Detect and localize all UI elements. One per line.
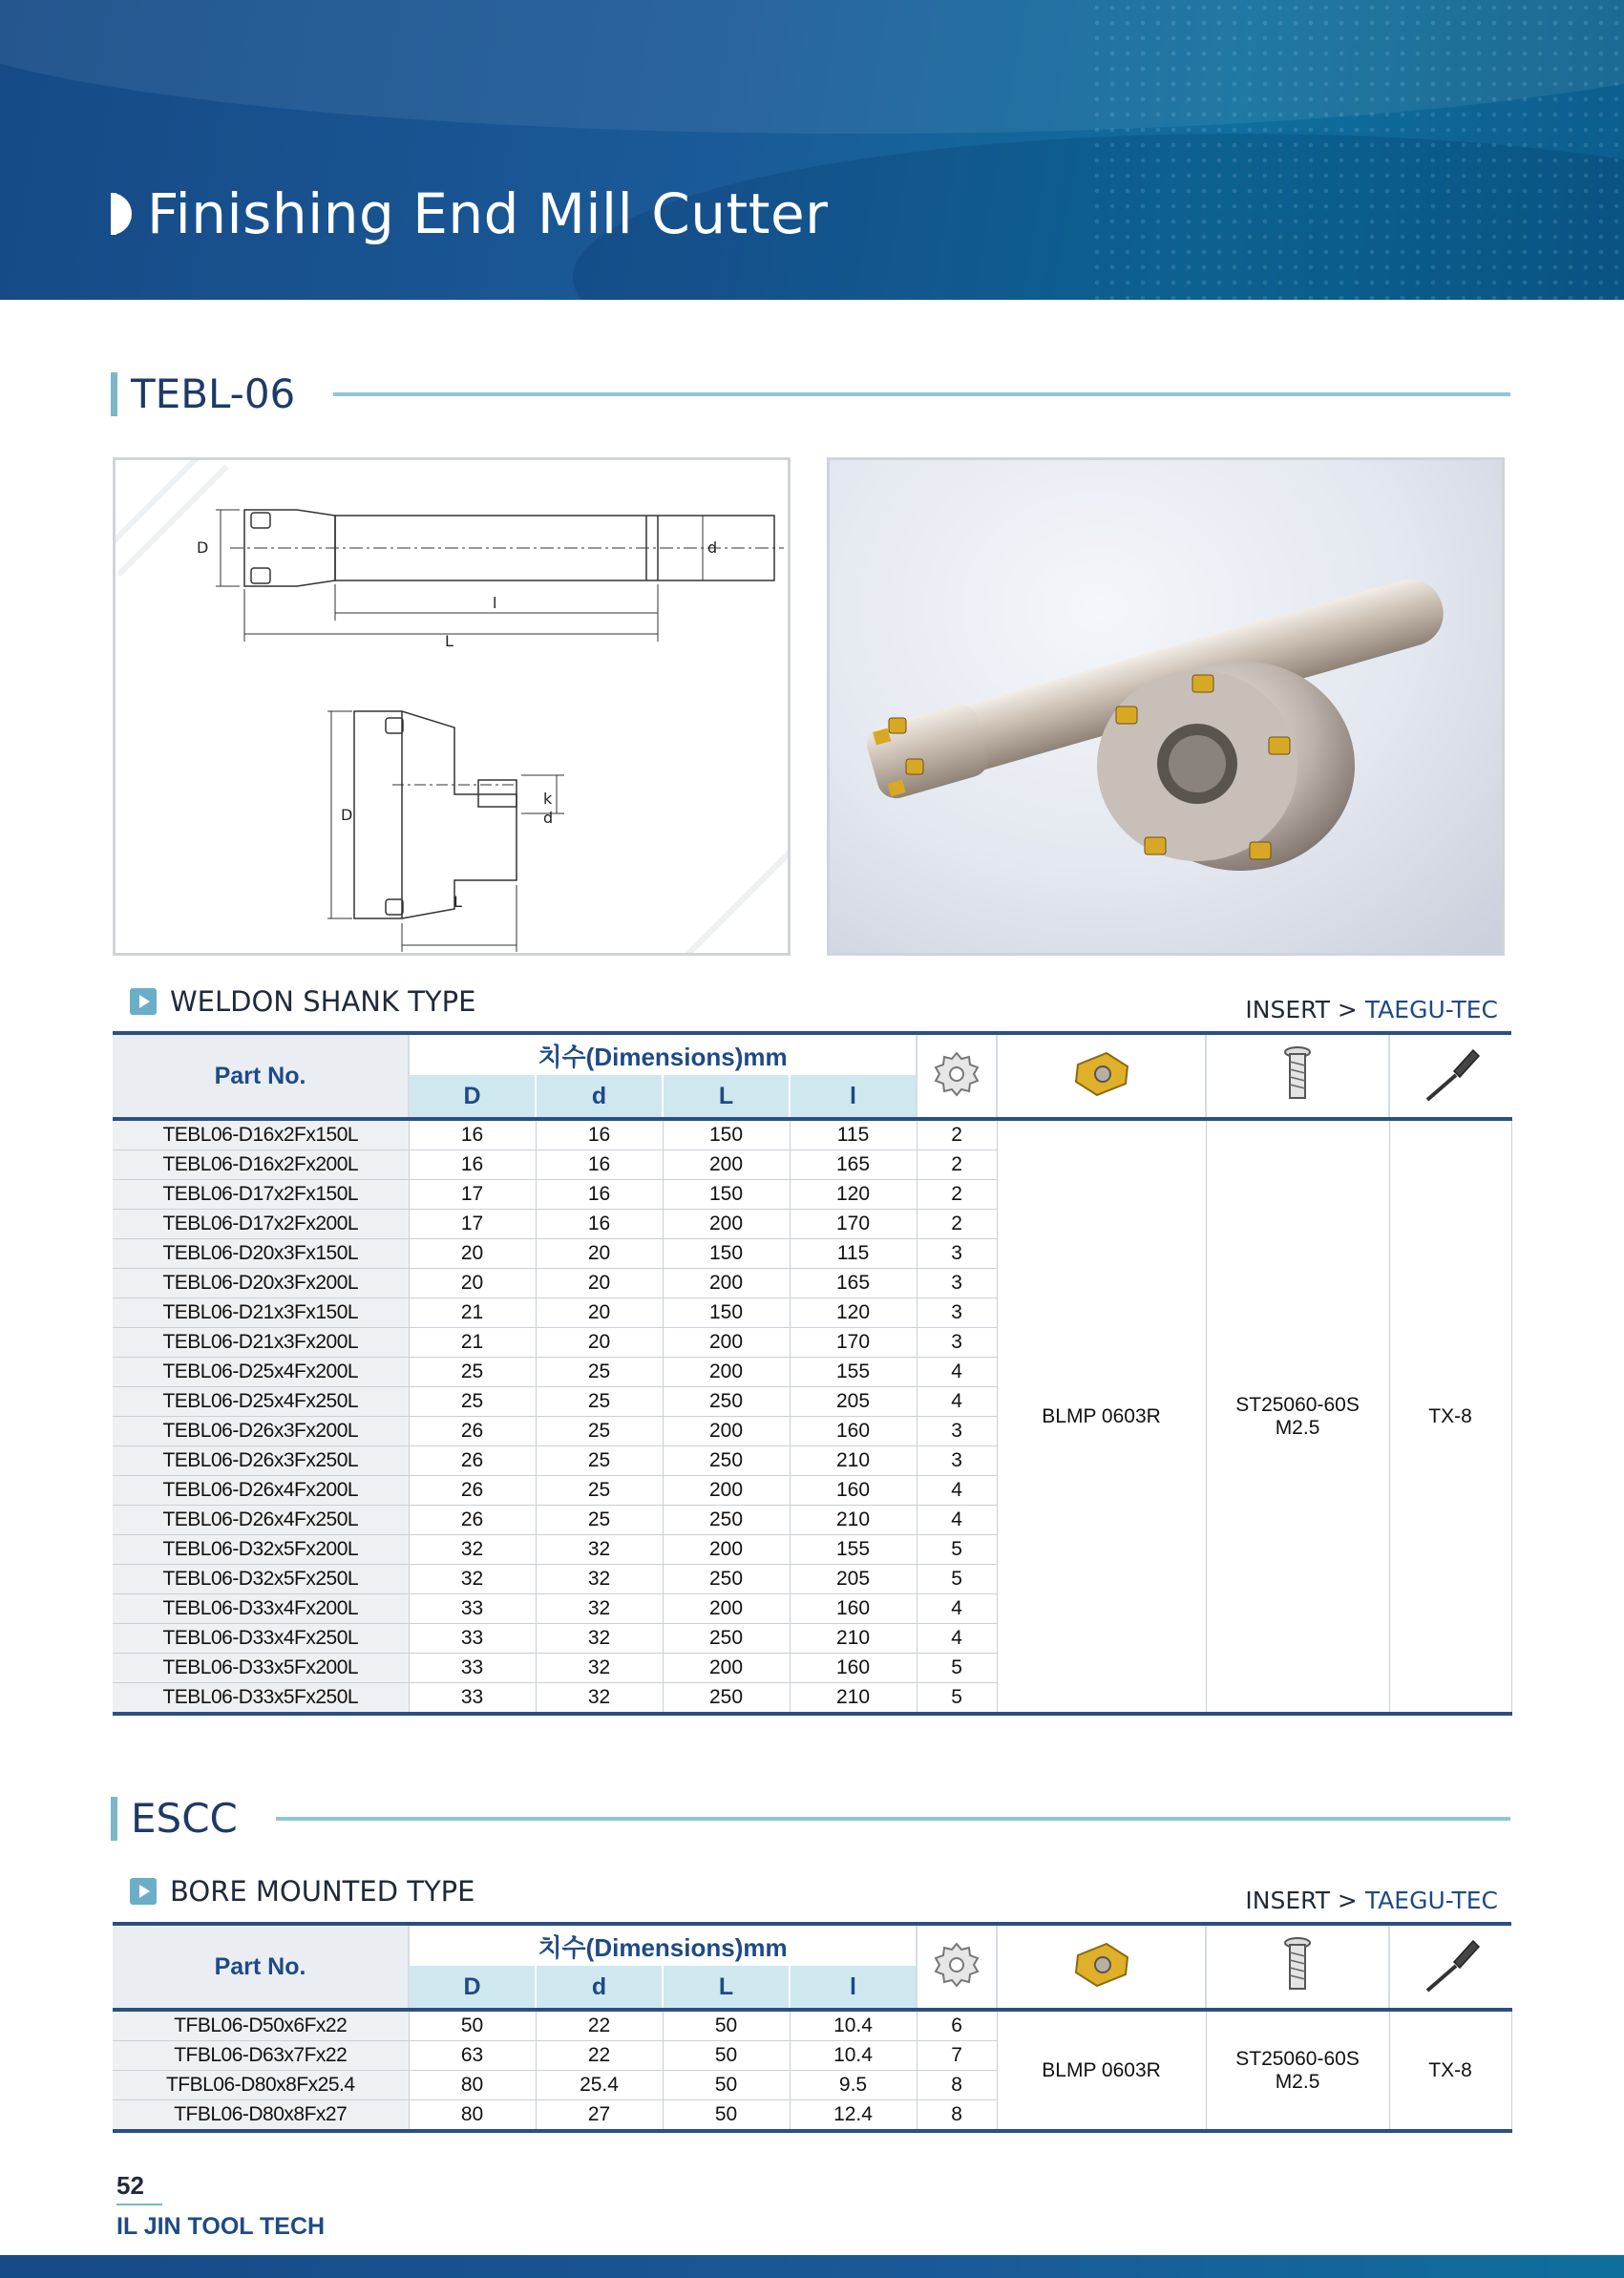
dimension-cell: 210 — [790, 1683, 917, 1715]
flute-count-cell: 5 — [917, 1535, 997, 1565]
part-number-cell: TEBL06-D33x5Fx250L — [113, 1683, 409, 1715]
flute-count-cell: 4 — [917, 1624, 997, 1654]
part-number-cell: TEBL06-D16x2Fx200L — [113, 1150, 409, 1180]
dimension-cell: 33 — [409, 1654, 536, 1683]
header-dot-pattern — [1089, 0, 1624, 300]
section-bar — [111, 1797, 117, 1841]
section-rule — [333, 392, 1510, 396]
part-number-cell: TEBL06-D26x4Fx250L — [113, 1506, 409, 1535]
dimension-cell: 16 — [536, 1210, 663, 1239]
dimension-cell: 50 — [663, 2100, 790, 2132]
dimension-cell: 17 — [409, 1210, 536, 1239]
wrench-header — [1389, 1033, 1511, 1119]
dim-label-L: L — [445, 632, 453, 650]
insert-reference — [1245, 996, 1498, 1023]
dimensions-header: 치수(Dimensions)mm — [409, 1033, 917, 1075]
dimension-cell: 50 — [663, 2041, 790, 2071]
flute-count-cell: 5 — [917, 1683, 997, 1715]
wrench-header — [1389, 1924, 1511, 2010]
dim-label-k: k — [543, 790, 553, 808]
flute-count-cell: 8 — [917, 2071, 997, 2100]
dimension-cell: 26 — [409, 1446, 536, 1476]
screw-header — [1206, 1033, 1389, 1119]
dimension-cell: 32 — [409, 1535, 536, 1565]
dim-col-d: d — [536, 1966, 663, 2010]
flute-count-cell: 3 — [917, 1239, 997, 1269]
flute-count-cell: 4 — [917, 1358, 997, 1387]
wrench-model-cell — [1389, 1119, 1511, 1714]
wrench-model-cell — [1389, 2010, 1511, 2131]
dimension-cell: 150 — [663, 1119, 790, 1150]
footer-rule — [116, 2204, 162, 2205]
flute-count-cell: 4 — [917, 1506, 997, 1535]
dimension-cell: 33 — [409, 1683, 536, 1715]
dimension-cell: 32 — [409, 1565, 536, 1594]
part-number-cell: TEBL06-D33x4Fx250L — [113, 1624, 409, 1654]
dimension-cell: 20 — [536, 1328, 663, 1358]
dim-col-d: d — [536, 1075, 663, 1119]
bore-table-body — [113, 2010, 1511, 2131]
dimension-cell: 200 — [663, 1328, 790, 1358]
subsection-title: BORE MOUNTED TYPE — [170, 1875, 475, 1908]
part-number-cell: TEBL06-D25x4Fx200L — [113, 1358, 409, 1387]
insert-ref-brand: TAEGU-TEC — [1364, 996, 1498, 1023]
dimension-cell: 16 — [536, 1180, 663, 1210]
technical-drawing-panel — [113, 457, 791, 956]
part-number-cell: TFBL06-D80x8Fx25.4 — [113, 2071, 409, 2100]
dimension-cell: 210 — [790, 1506, 917, 1535]
dimension-cell: 250 — [663, 1624, 790, 1654]
dim-col-L: L — [663, 1966, 790, 2010]
dimensions-header: 치수(Dimensions)mm — [409, 1924, 917, 1966]
part-number-cell: TFBL06-D80x8Fx27 — [113, 2100, 409, 2132]
flute-count-cell: 7 — [917, 2041, 997, 2071]
page-title — [111, 181, 828, 246]
product-photo-illustration — [830, 460, 1502, 953]
bottom-band — [0, 2255, 1624, 2278]
flute-count-cell: 4 — [917, 1594, 997, 1624]
section-title: ESCC — [131, 1795, 238, 1842]
flute-gear-icon — [930, 1938, 983, 1992]
flute-gear-icon — [930, 1047, 983, 1101]
dimension-cell: 200 — [663, 1150, 790, 1180]
dimension-cell: 80 — [409, 2071, 536, 2100]
dimension-cell: 150 — [663, 1180, 790, 1210]
dim-col-D: D — [409, 1075, 536, 1119]
screw-model-cell-line: ST25060-60S — [1235, 2047, 1360, 2070]
dimension-cell: 20 — [409, 1239, 536, 1269]
part-number-cell: TEBL06-D21x3Fx200L — [113, 1328, 409, 1358]
part-number-cell: TEBL06-D16x2Fx150L — [113, 1119, 409, 1150]
dimension-cell: 250 — [663, 1387, 790, 1417]
dimension-cell: 200 — [663, 1417, 790, 1446]
dimension-cell: 200 — [663, 1535, 790, 1565]
insert-icon — [1068, 1938, 1135, 1992]
dimension-cell: 165 — [790, 1269, 917, 1298]
screw-model-cell-line: ST25060-60S — [1235, 1393, 1360, 1416]
insert-model-cell — [997, 1119, 1206, 1714]
dimension-cell: 250 — [663, 1565, 790, 1594]
dimension-cell: 170 — [790, 1210, 917, 1239]
flute-count-cell: 2 — [917, 1210, 997, 1239]
dimension-cell: 32 — [536, 1654, 663, 1683]
dimension-cell: 16 — [409, 1150, 536, 1180]
dimension-cell: 22 — [536, 2010, 663, 2041]
dimension-cell: 26 — [409, 1506, 536, 1535]
dimension-cell: 210 — [790, 1624, 917, 1654]
dimension-cell: 150 — [663, 1298, 790, 1328]
dimension-cell: 25 — [536, 1446, 663, 1476]
screw-model-cell — [1206, 1119, 1389, 1714]
part-number-cell: TEBL06-D20x3Fx200L — [113, 1269, 409, 1298]
dimension-cell: 160 — [790, 1476, 917, 1506]
dimension-cell: 250 — [663, 1683, 790, 1715]
dimension-cell: 16 — [536, 1150, 663, 1180]
dimension-cell: 205 — [790, 1387, 917, 1417]
dim-label-l: l — [493, 594, 497, 612]
flute-count-cell: 3 — [917, 1328, 997, 1358]
flute-count-cell: 3 — [917, 1446, 997, 1476]
screw-icon — [1278, 1044, 1317, 1104]
table-row — [113, 1119, 1511, 1150]
dimension-cell: 16 — [409, 1119, 536, 1150]
dimension-cell: 26 — [409, 1476, 536, 1506]
insert-reference — [1245, 1887, 1498, 1914]
dimension-cell: 33 — [409, 1594, 536, 1624]
dimension-cell: 25 — [409, 1387, 536, 1417]
flute-count-cell: 4 — [917, 1476, 997, 1506]
screw-header — [1206, 1924, 1389, 2010]
dimension-cell: 160 — [790, 1594, 917, 1624]
dimension-cell: 32 — [536, 1535, 663, 1565]
part-number-cell: TEBL06-D32x5Fx250L — [113, 1565, 409, 1594]
subsection-heading-bore — [130, 1875, 475, 1908]
dimension-cell: 50 — [409, 2010, 536, 2041]
dimension-cell: 205 — [790, 1565, 917, 1594]
dimension-cell: 32 — [536, 1594, 663, 1624]
dimension-cell: 63 — [409, 2041, 536, 2071]
insert-model-cell-line: BLMP 0603R — [1042, 2058, 1161, 2081]
page-title-text: Finishing End Mill Cutter — [147, 181, 829, 246]
page-header-banner — [0, 0, 1624, 300]
part-number-cell: TEBL06-D25x4Fx250L — [113, 1387, 409, 1417]
dimension-cell: 80 — [409, 2100, 536, 2132]
part-number-cell: TEBL06-D17x2Fx200L — [113, 1210, 409, 1239]
part-number-cell: TEBL06-D26x3Fx200L — [113, 1417, 409, 1446]
section-heading-escc — [111, 1795, 1510, 1842]
half-circle-icon — [111, 193, 132, 235]
dimension-cell: 25 — [536, 1506, 663, 1535]
dimension-cell: 10.4 — [790, 2010, 917, 2041]
dimension-cell: 22 — [536, 2041, 663, 2071]
dimension-cell: 20 — [536, 1298, 663, 1328]
wrench-icon — [1418, 1935, 1485, 1994]
section-bar — [111, 372, 117, 416]
dimension-cell: 200 — [663, 1654, 790, 1683]
dimension-cell: 200 — [663, 1476, 790, 1506]
page-number: 52 — [116, 2171, 144, 2200]
part-number-cell: TEBL06-D17x2Fx150L — [113, 1180, 409, 1210]
part-number-cell: TEBL06-D20x3Fx150L — [113, 1239, 409, 1269]
company-name: IL JIN TOOL TECH — [116, 2213, 326, 2240]
section-rule — [276, 1817, 1510, 1821]
section-title: TEBL-06 — [131, 370, 296, 417]
dimension-cell: 115 — [790, 1239, 917, 1269]
flute-count-cell: 3 — [917, 1298, 997, 1328]
dimension-cell: 155 — [790, 1358, 917, 1387]
dimension-cell: 170 — [790, 1328, 917, 1358]
dimension-cell: 12.4 — [790, 2100, 917, 2132]
dimension-cell: 200 — [663, 1594, 790, 1624]
dimension-cell: 250 — [663, 1506, 790, 1535]
screw-icon — [1278, 1935, 1317, 1994]
flute-count-cell: 5 — [917, 1565, 997, 1594]
part-number-cell: TFBL06-D63x7Fx22 — [113, 2041, 409, 2071]
part-number-cell: TEBL06-D21x3Fx150L — [113, 1298, 409, 1328]
dimension-cell: 25 — [409, 1358, 536, 1387]
part-number-cell: TEBL06-D33x5Fx200L — [113, 1654, 409, 1683]
flute-count-cell: 8 — [917, 2100, 997, 2132]
flute-count-cell: 2 — [917, 1119, 997, 1150]
dimension-cell: 21 — [409, 1298, 536, 1328]
end-mill-drawing — [116, 460, 788, 953]
insert-ref-label: INSERT > — [1245, 996, 1358, 1023]
dimension-cell: 165 — [790, 1150, 917, 1180]
dim-label-d: d — [707, 538, 718, 557]
dimension-cell: 200 — [663, 1358, 790, 1387]
dimension-cell: 17 — [409, 1180, 536, 1210]
dim-label-D: D — [197, 538, 209, 557]
insert-ref-brand: TAEGU-TEC — [1364, 1887, 1498, 1914]
dim-label-L: L — [453, 893, 462, 911]
dimension-cell: 160 — [790, 1417, 917, 1446]
dimension-cell: 210 — [790, 1446, 917, 1476]
dim-label-D: D — [341, 806, 353, 824]
part-number-cell: TEBL06-D32x5Fx200L — [113, 1535, 409, 1565]
dim-col-L: L — [663, 1075, 790, 1119]
flute-count-cell: 2 — [917, 1150, 997, 1180]
dimension-cell: 155 — [790, 1535, 917, 1565]
flute-count-cell: 5 — [917, 1654, 997, 1683]
dimension-cell: 20 — [409, 1269, 536, 1298]
flute-count-header — [917, 1033, 997, 1119]
part-no-header: Part No. — [113, 1924, 409, 2010]
table-row — [113, 2010, 1511, 2041]
flute-count-cell: 6 — [917, 2010, 997, 2041]
insert-ref-label: INSERT > — [1245, 1887, 1358, 1914]
insert-model-cell — [997, 2010, 1206, 2131]
insert-header — [997, 1033, 1206, 1119]
dim-col-D: D — [409, 1966, 536, 2010]
flute-count-cell: 2 — [917, 1180, 997, 1210]
dimension-cell: 33 — [409, 1624, 536, 1654]
wrench-model-cell-line: TX-8 — [1428, 2058, 1472, 2081]
bore-spec-table — [113, 1922, 1512, 2133]
wrench-icon — [1418, 1044, 1485, 1104]
flute-count-header — [917, 1924, 997, 2010]
flute-count-cell: 3 — [917, 1269, 997, 1298]
dimension-cell: 20 — [536, 1269, 663, 1298]
dimension-cell: 25 — [536, 1476, 663, 1506]
dimension-cell: 200 — [663, 1210, 790, 1239]
dimension-cell: 20 — [536, 1239, 663, 1269]
screw-model-cell-line: M2.5 — [1275, 1416, 1320, 1439]
weldon-table-body — [113, 1119, 1511, 1714]
dimension-cell: 25 — [536, 1387, 663, 1417]
play-arrow-icon — [130, 1878, 157, 1905]
part-number-cell: TEBL06-D33x4Fx200L — [113, 1594, 409, 1624]
dimension-cell: 27 — [536, 2100, 663, 2132]
wrench-model-cell-line: TX-8 — [1428, 1404, 1472, 1427]
insert-header — [997, 1924, 1206, 2010]
dimension-cell: 32 — [536, 1624, 663, 1654]
weldon-spec-table — [113, 1031, 1512, 1716]
dim-col-l: l — [790, 1966, 917, 2010]
dimension-cell: 16 — [536, 1119, 663, 1150]
dimension-cell: 10.4 — [790, 2041, 917, 2071]
dimension-cell: 26 — [409, 1417, 536, 1446]
insert-model-cell-line: BLMP 0603R — [1042, 1404, 1161, 1427]
dimension-cell: 160 — [790, 1654, 917, 1683]
part-number-cell: TFBL06-D50x6Fx22 — [113, 2010, 409, 2041]
dimension-cell: 150 — [663, 1239, 790, 1269]
dimension-cell: 50 — [663, 2010, 790, 2041]
screw-model-cell-line: M2.5 — [1275, 2070, 1320, 2093]
dimension-cell: 9.5 — [790, 2071, 917, 2100]
part-number-cell: TEBL06-D26x4Fx200L — [113, 1476, 409, 1506]
flute-count-cell: 3 — [917, 1417, 997, 1446]
dimension-cell: 25.4 — [536, 2071, 663, 2100]
dimension-cell: 200 — [663, 1269, 790, 1298]
part-number-cell: TEBL06-D26x3Fx250L — [113, 1446, 409, 1476]
dimension-cell: 25 — [536, 1358, 663, 1387]
screw-model-cell — [1206, 2010, 1389, 2131]
dimension-cell: 120 — [790, 1298, 917, 1328]
dim-label-d: d — [543, 809, 554, 827]
part-no-header: Part No. — [113, 1033, 409, 1119]
dimension-cell: 50 — [663, 2071, 790, 2100]
dimension-cell: 250 — [663, 1446, 790, 1476]
product-photo-panel — [827, 457, 1505, 956]
dimension-cell: 115 — [790, 1119, 917, 1150]
dim-col-l: l — [790, 1075, 917, 1119]
flute-count-cell: 4 — [917, 1387, 997, 1417]
insert-icon — [1068, 1047, 1135, 1101]
section-heading-tebl06 — [111, 370, 1510, 417]
dimension-cell: 32 — [536, 1565, 663, 1594]
play-arrow-icon — [130, 988, 157, 1015]
subsection-heading-weldon — [130, 985, 475, 1018]
dimension-cell: 32 — [536, 1683, 663, 1715]
subsection-title: WELDON SHANK TYPE — [170, 985, 476, 1018]
dimension-cell: 25 — [536, 1417, 663, 1446]
dimension-cell: 120 — [790, 1180, 917, 1210]
dimension-cell: 21 — [409, 1328, 536, 1358]
